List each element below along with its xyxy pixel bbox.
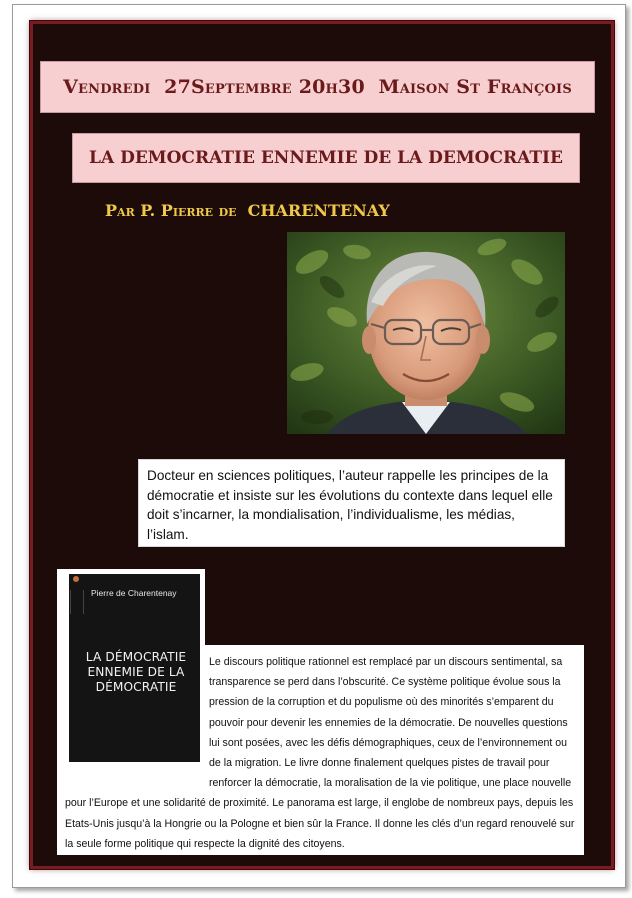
event-date-banner	[40, 61, 595, 113]
event-date-text: Vendredi 27Septembre 20h30 Maison St François	[63, 76, 572, 98]
portrait-image	[287, 232, 565, 434]
speaker-portrait	[287, 232, 565, 434]
speaker-line	[105, 201, 505, 227]
bio-text: Docteur en sciences politiques, l’auteur rappelle les principes de la démocratie et insiste sur les évolutions du contexte dans lequel elle doit s’incarner, la mondialisation, l’individualisme, les médias, l’islam.	[147, 468, 553, 542]
book-author: Pierre de Charentenay	[91, 588, 177, 598]
book-title: LA DÉMOCRATIE ENNEMIE DE LA DÉMOCRATIE	[85, 650, 187, 694]
book-description-text: Le discours politique rationnel est remplacé par un discours sentimental, sa transparence se perd dans l’obscurité. Ce système politique évolue sous la pression de la corruption et du populisme où des minorités s’emparent du pouvoir pour devenir les ennemies de la démocratie. De nouvelles questions lui sont posées, avec les défis démographiques, ceux de l’environnement ou de la migration. Le livre donne finalement quelques pistes de travail pour renforcer la démocratie, la moralisation de la vie politique, une place nouvelle pour l’Europe et une solidarité de proximité. Le panorama est large, il englobe de nombreux pays, depuis les Etats-Unis jusqu’à la Hongrie ou la Pologne et bien sûr la France. Il donne les clés d’un regard renouvelé sur la seule forme politique qui respecte la dignité des citoyens.	[65, 656, 575, 850]
book-spine-mark	[70, 590, 84, 614]
event-title-banner	[72, 133, 580, 183]
event-title-text: LA DEMOCRATIE ENNEMIE DE LA DEMOCRATIE	[89, 148, 563, 168]
bio-box	[138, 459, 565, 547]
speaker-text: Par P. Pierre de CHARENTENAY	[105, 201, 390, 220]
book-cover	[69, 574, 200, 762]
publisher-logo-icon	[73, 576, 79, 582]
